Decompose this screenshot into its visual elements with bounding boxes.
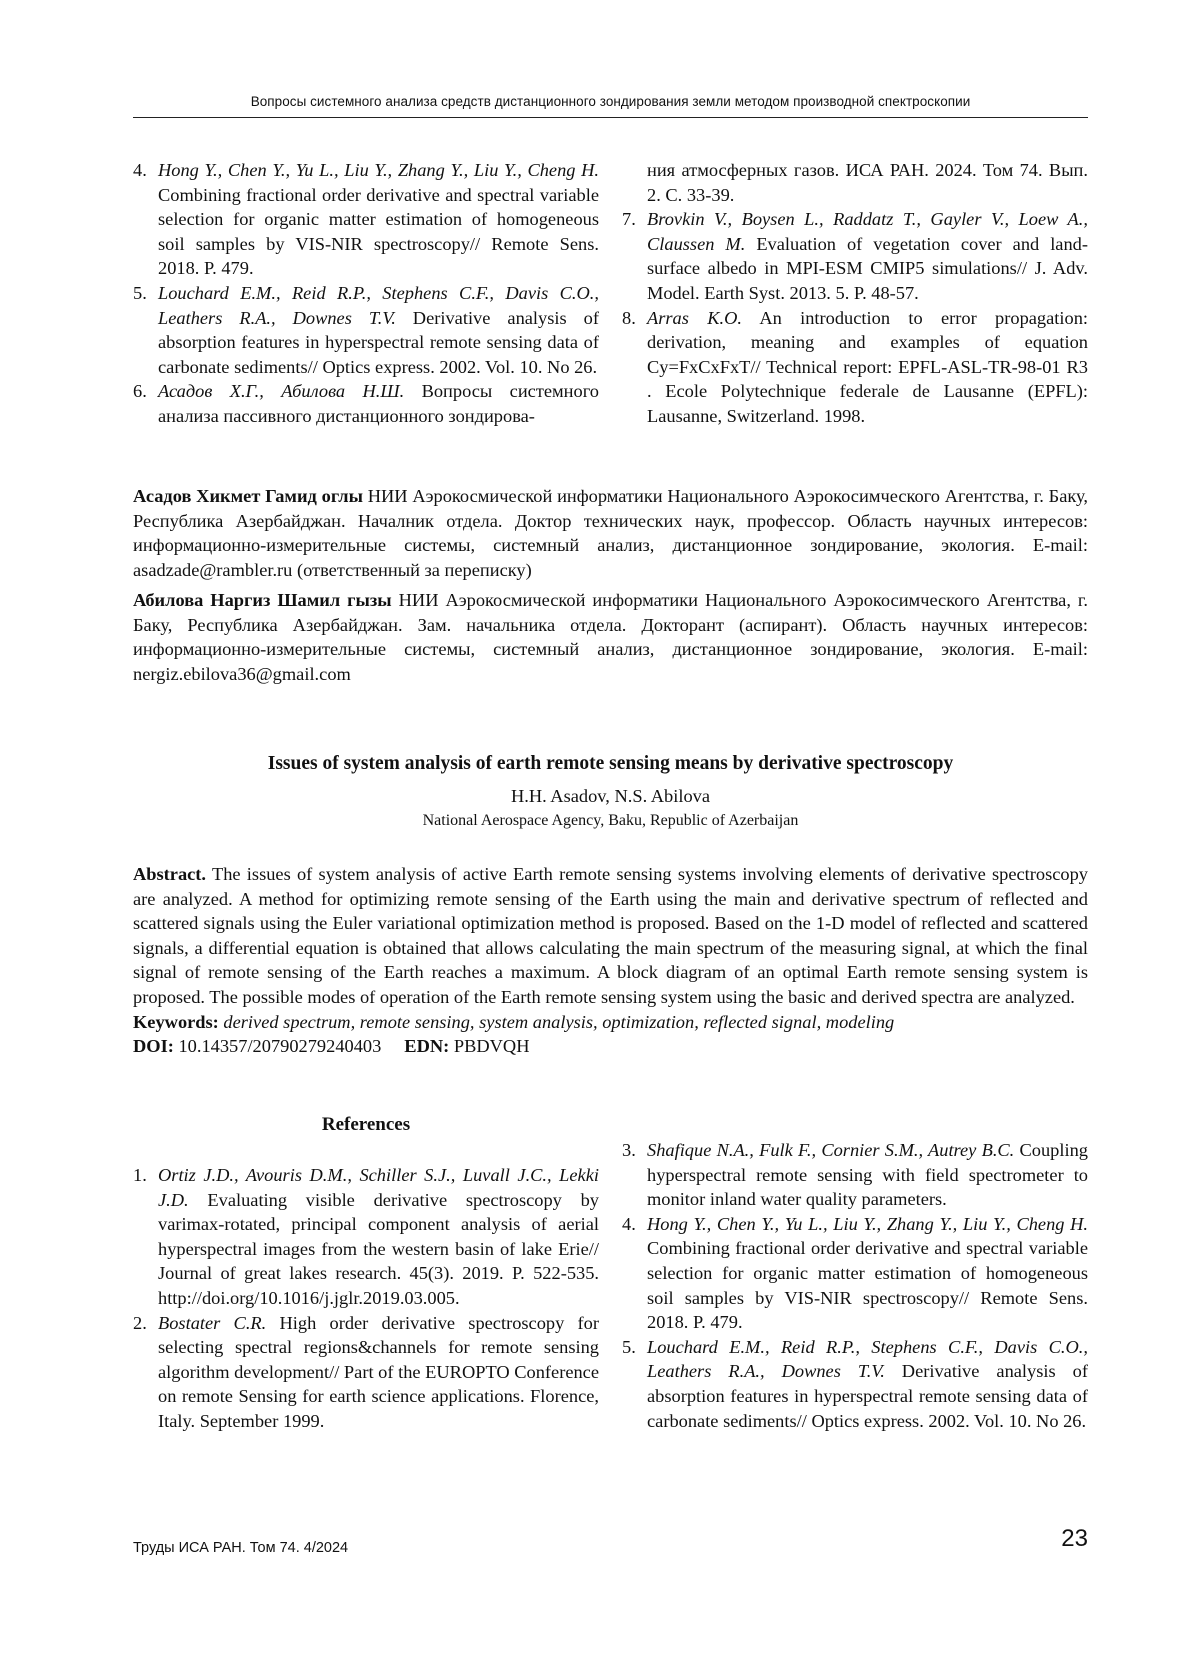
author-bio-text: НИИ Аэрокосмической информатики Национального Аэрокосимческого Агентства, г. Баку, Республика Азербайджан. Зам. начальника отдела. Докторант (аспирант). Область научных интересов: информационно-измерительные системы, системный анализ, дистанционное зондирование, экология. E-mail: nergiz.ebilova36@gmail.com bbox=[133, 590, 1088, 684]
edn: PBDVQH bbox=[453, 1036, 530, 1057]
reference-item bbox=[622, 1212, 1088, 1335]
reference-authors: Ortiz J.D., Avouris D.M., Schiller S.J., Luvall J.C., Lekki J.D. bbox=[158, 1165, 599, 1210]
running-header: Вопросы системного анализа средств дистанционного зондирования земли методом производной спектроскопии bbox=[250, 94, 971, 109]
reference-item bbox=[622, 1138, 1088, 1212]
reference-item bbox=[133, 379, 599, 428]
references-right bbox=[622, 1138, 1088, 1433]
reference-text: Вопросы системного анализа пассивного дистанционного зондирова- bbox=[158, 381, 599, 426]
doi-label: DOI: bbox=[133, 1036, 174, 1057]
doi: 10.14357/20790279240403 bbox=[178, 1036, 382, 1057]
edn-label: EDN: bbox=[404, 1036, 450, 1057]
references-left bbox=[133, 1163, 599, 1434]
reference-text: Derivative analysis of absorption features in hyperspectral remote sensing data of carbonate sediments// Optics express. 2002. Vol. 10. No 26. bbox=[158, 307, 599, 377]
reference-number: 4. bbox=[133, 160, 147, 180]
reference-number: 5. bbox=[622, 1336, 636, 1357]
reference-item bbox=[622, 1335, 1088, 1433]
reference-text: Coupling hyperspectral remote sensing with field spectrometer to monitor inland water quality parameters. bbox=[647, 1140, 1088, 1210]
english-authors: H.H. Asadov, N.S. Abilova bbox=[510, 786, 711, 806]
english-affiliation: National Aerospace Agency, Baku, Republic of Azerbaijan bbox=[422, 812, 799, 829]
keywords-label: Keywords: bbox=[133, 1011, 219, 1032]
top-refs-left bbox=[133, 158, 599, 429]
footer-journal: Труды ИСА РАН. Том 74. 4/2024 bbox=[133, 1540, 349, 1556]
reference-authors: Hong Y., Chen Y., Yu L., Liu Y., Zhang Y., Liu Y., Cheng H. bbox=[158, 160, 599, 180]
reference-text: An introduction to error propagation: derivation, meaning and examples of equation Cy=FxCxFxT// Technical report: EPFL-ASL-TR-98-01 R3 . Ecole Polytechnique federale de Lausanne (EPFL): Lausanne, Switzerland. 1998. bbox=[647, 307, 1088, 426]
reference-number: 5. bbox=[133, 282, 147, 303]
abstract-text: The issues of system analysis of active Earth remote sensing systems involving elements of derivative spectroscopy are analyzed. A method for optimizing remote sensing of the Earth using the main and derivative spectrum of reflected and scattered signals using the Euler variational optimization method is proposed. Based on the 1-D model of reflected and scattered signals, a differential equation is obtained that allows calculating the main spectrum of the measuring signal, at which the final signal of remote sensing of the Earth reaches a maximum. A block diagram of an optimal Earth remote sensing system is proposed. The possible modes of operation of the Earth remote sensing system using the basic and derived spectra are analyzed. bbox=[133, 864, 1089, 1007]
reference-number: 2. bbox=[133, 1312, 147, 1333]
reference-authors: Shafique N.A., Fulk F., Cornier S.M., Autrey B.C. bbox=[647, 1140, 1015, 1160]
author-bio-text: НИИ Аэрокосмической информатики Национального Аэрокосимческого Агентства, г. Баку, Республика Азербайджан. Началник отдела. Доктор технических наук, профессор. Область научных интересов: информационно-измерительные системы, системный анализ, дистанционное зондирование, экология. E-mail: asadzade@rambler.ru (ответственный за переписку) bbox=[133, 486, 1088, 580]
reference-item bbox=[133, 1163, 599, 1311]
reference-text: High order derivative spectroscopy for selecting spectral regions&channels for remote sensing algorithm development// Part of the EUROPTO Conference on remote Sensing for earth science applications. Florence, Italy. September 1999. bbox=[158, 1312, 599, 1431]
page-number: 23 bbox=[1061, 1525, 1088, 1552]
reference-authors: Louchard E.M., Reid R.P., Stephens C.F., Davis C.O., Leathers R.A., Downes T.V. bbox=[158, 282, 599, 328]
reference-text: Combining fractional order derivative and spectral variable selection for organic matter estimation of homogeneous soil samples by VIS-NIR spectroscopy// Remote Sens. 2018. P. 479. bbox=[158, 184, 599, 279]
author-name: Абилова Наргиз Шамил гызы bbox=[133, 590, 392, 610]
reference-text: Combining fractional order derivative and spectral variable selection for organic matter estimation of homogeneous soil samples by VIS-NIR spectroscopy// Remote Sens. 2018. P. 479. bbox=[647, 1238, 1088, 1333]
reference-authors: Bostater C.R. bbox=[158, 1312, 267, 1333]
reference-authors: Brovkin V., Boysen L., Raddatz T., Gayler V., Loew A., Claussen M. bbox=[647, 209, 1088, 254]
author-name: Асадов Хикмет Гамид оглы bbox=[133, 486, 363, 506]
header-rule bbox=[133, 117, 1088, 118]
abstract bbox=[133, 862, 1088, 1059]
english-title: Issues of system analysis of earth remote sensing means by derivative spectroscopy bbox=[267, 753, 954, 774]
reference-item bbox=[133, 1311, 599, 1434]
reference-number: 4. bbox=[622, 1213, 636, 1234]
keywords: derived spectrum, remote sensing, system analysis, optimization, reflected signal, modeling bbox=[223, 1011, 895, 1032]
reference-item bbox=[622, 306, 1088, 429]
reference-item bbox=[622, 207, 1088, 305]
reference-authors: Arras K.O. bbox=[647, 307, 742, 328]
reference-number: 8. bbox=[622, 307, 636, 328]
reference-text: Derivative analysis of absorption features in hyperspectral remote sensing data of carbonate sediments// Optics express. 2002. Vol. 10. No 26. bbox=[647, 1361, 1088, 1431]
reference-item bbox=[133, 158, 599, 281]
reference-continuation: ния атмосферных газов. ИСА РАН. 2024. Том 74. Вып. 2. С. 33-39. bbox=[647, 160, 1088, 205]
references-heading: References bbox=[321, 1114, 411, 1135]
abstract-label: Abstract. bbox=[133, 864, 207, 884]
reference-text: Evaluation of vegetation cover and land-surface albedo in MPI-ESM CMIP5 simulations// J. Adv. Model. Earth Syst. 2013. 5. P. 48-57. bbox=[647, 233, 1088, 303]
reference-text: Evaluating visible derivative spectroscopy by varimax-rotated, principal component analysis of aerial hyperspectral images from the western basin of lake Erie// Journal of great lakes research. 45(3). 2019. P. 522-535. http://doi.org/10.1016/j.jglr.2019.03.005. bbox=[158, 1189, 599, 1308]
reference-number: 6. bbox=[133, 381, 147, 402]
reference-number: 3. bbox=[622, 1140, 636, 1160]
author-bio bbox=[133, 484, 1088, 582]
top-refs-right bbox=[622, 158, 1088, 429]
reference-authors: Louchard E.M., Reid R.P., Stephens C.F., Davis C.O., Leathers R.A., Downes T.V. bbox=[647, 1336, 1088, 1382]
reference-authors: Hong Y., Chen Y., Yu L., Liu Y., Zhang Y., Liu Y., Cheng H. bbox=[647, 1213, 1088, 1234]
reference-number: 1. bbox=[133, 1165, 147, 1185]
reference-authors: Асадов Х.Г., Абилова Н.Ш. bbox=[158, 381, 405, 402]
author-bio bbox=[133, 588, 1088, 686]
reference-item bbox=[133, 281, 599, 379]
reference-number: 7. bbox=[622, 209, 636, 230]
